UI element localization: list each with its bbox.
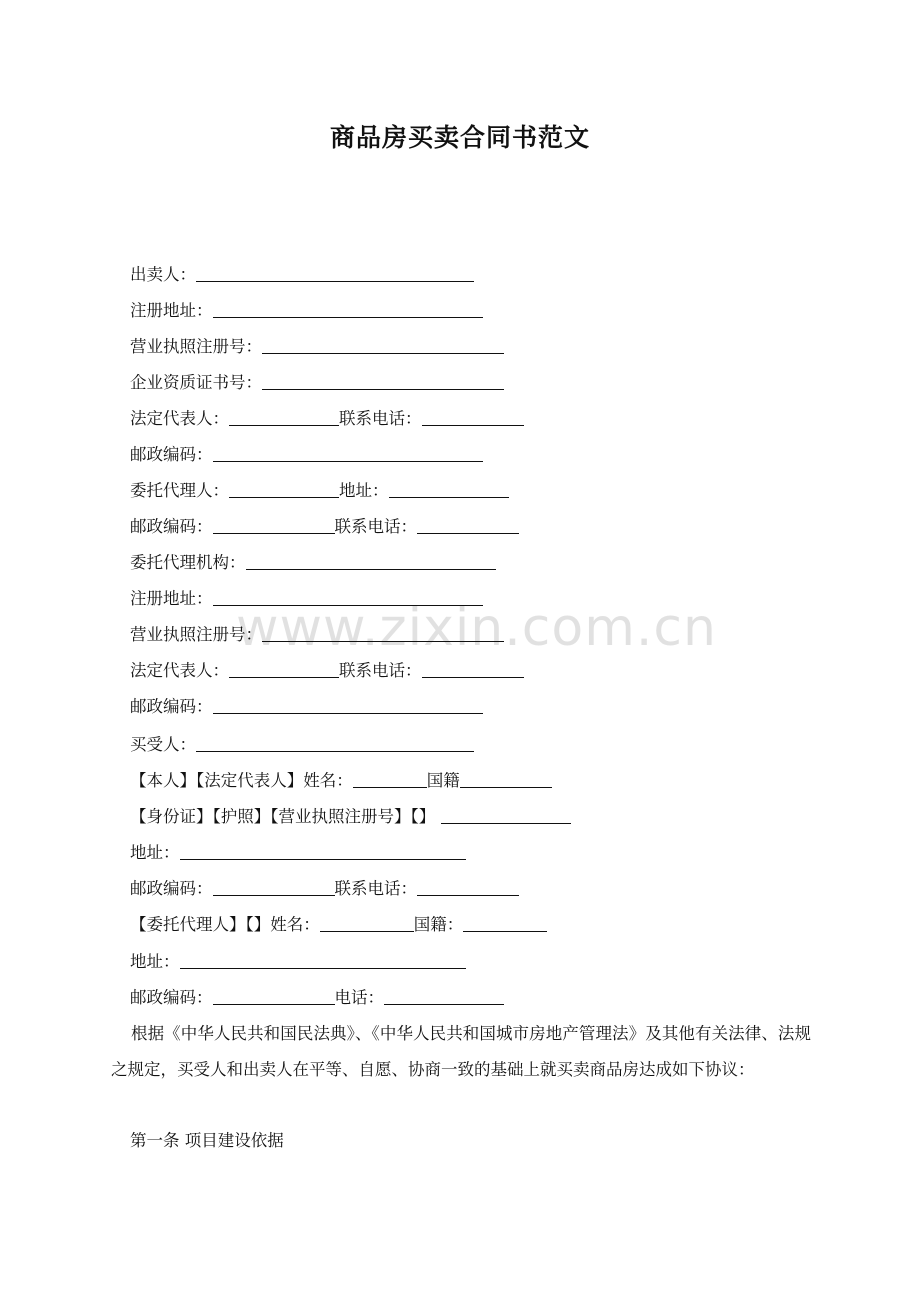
legal-rep-field [130,407,524,431]
postcode-phone-field [130,877,519,901]
buyer-identity-field [130,769,552,793]
buyer-blank[interactable] [196,735,474,752]
postcode-label: 邮政编码： [130,988,213,1007]
buyer-agent-label: 【委托代理人】【】姓名： [130,915,320,934]
phone-label: 电话： [334,988,384,1007]
address-blank[interactable] [180,952,466,969]
reg-address-field [130,299,483,323]
preamble-paragraph: 根据《中华人民共和国民法典》、《中华人民共和国城市房地产管理法》及其他有关法律、法规之规定，买受人和出卖人在平等、自愿、协商一致的基础上就买卖商品房达成如下协议： [111,1024,811,1079]
reg-address-label: 注册地址： [130,589,213,608]
agency-field [130,551,496,575]
agency-label: 委托代理机构： [130,553,246,572]
postcode-label: 邮政编码： [130,517,213,536]
contact-phone-blank[interactable] [417,879,519,896]
postcode-label: 邮政编码： [130,879,213,898]
agent-blank[interactable] [229,481,339,498]
seller-blank[interactable] [196,265,474,282]
buyer-field [130,733,474,757]
id-docs-blank[interactable] [441,807,571,824]
contact-phone-blank[interactable] [422,409,524,426]
buyer-name-blank[interactable] [353,771,427,788]
article-heading: 第一条 项目建设依据 [130,1131,284,1150]
postcode-blank[interactable] [213,445,483,462]
qualification-cert-label: 企业资质证书号： [130,373,262,392]
nationality-label: 国籍： [413,915,464,934]
phone-blank[interactable] [384,988,504,1005]
qualification-cert-blank[interactable] [262,373,504,390]
id-docs-field [130,805,571,829]
contact-phone-label: 联系电话： [334,517,417,536]
buyer-agent-name-blank[interactable] [320,915,414,932]
document-title: 商品房买卖合同书范文 [329,123,590,152]
postcode-phone-field [130,986,504,1010]
postcode-blank[interactable] [213,879,335,896]
address-label: 地址： [130,843,180,862]
address-field [130,950,466,974]
address-field [130,841,466,865]
nationality-blank[interactable] [460,771,552,788]
seller-label: 出卖人： [130,265,196,284]
contact-phone-label: 联系电话： [339,409,422,428]
business-license-blank[interactable] [262,625,504,642]
business-license-label: 营业执照注册号： [130,337,262,356]
qualification-cert-field [130,371,504,395]
legal-rep-label: 法定代表人： [130,661,229,680]
seller-field [130,263,474,287]
buyer-label: 买受人： [130,735,196,754]
postcode-blank[interactable] [213,697,483,714]
contact-phone-blank[interactable] [417,517,519,534]
reg-address-label: 注册地址： [130,301,213,320]
postcode-label: 邮政编码： [130,697,213,716]
postcode-field [130,443,483,467]
reg-address-field [130,587,483,611]
legal-rep-label: 法定代表人： [130,409,229,428]
buyer-identity-label: 【本人】【法定代表人】姓名： [130,771,353,790]
business-license-blank[interactable] [262,337,504,354]
contact-phone-blank[interactable] [422,661,524,678]
id-docs-label: 【身份证】【护照】【营业执照注册号】【】 [130,807,436,826]
reg-address-blank[interactable] [213,589,483,606]
watermark: www.zixin.com.cn [236,598,717,658]
buyer-agent-field [130,913,547,937]
agency-blank[interactable] [246,553,496,570]
nationality-blank[interactable] [463,915,547,932]
legal-rep-blank[interactable] [229,661,339,678]
agent-label: 委托代理人： [130,481,229,500]
business-license-field [130,623,504,647]
contact-phone-label: 联系电话： [334,879,417,898]
postcode-field [130,695,483,719]
business-license-label: 营业执照注册号： [130,625,262,644]
reg-address-blank[interactable] [213,301,483,318]
agent-address-blank[interactable] [389,481,509,498]
legal-rep-field [130,659,524,683]
business-license-field [130,335,504,359]
postcode-blank[interactable] [213,517,335,534]
postcode-label: 邮政编码： [130,445,213,464]
address-blank[interactable] [180,843,466,860]
address-label: 地址： [130,952,180,971]
nationality-label: 国籍 [426,771,460,790]
contact-phone-label: 联系电话： [339,661,422,680]
agent-field [130,479,509,503]
postcode-phone-field [130,515,519,539]
agent-address-label: 地址： [339,481,389,500]
legal-rep-blank[interactable] [229,409,339,426]
postcode-blank[interactable] [213,988,335,1005]
